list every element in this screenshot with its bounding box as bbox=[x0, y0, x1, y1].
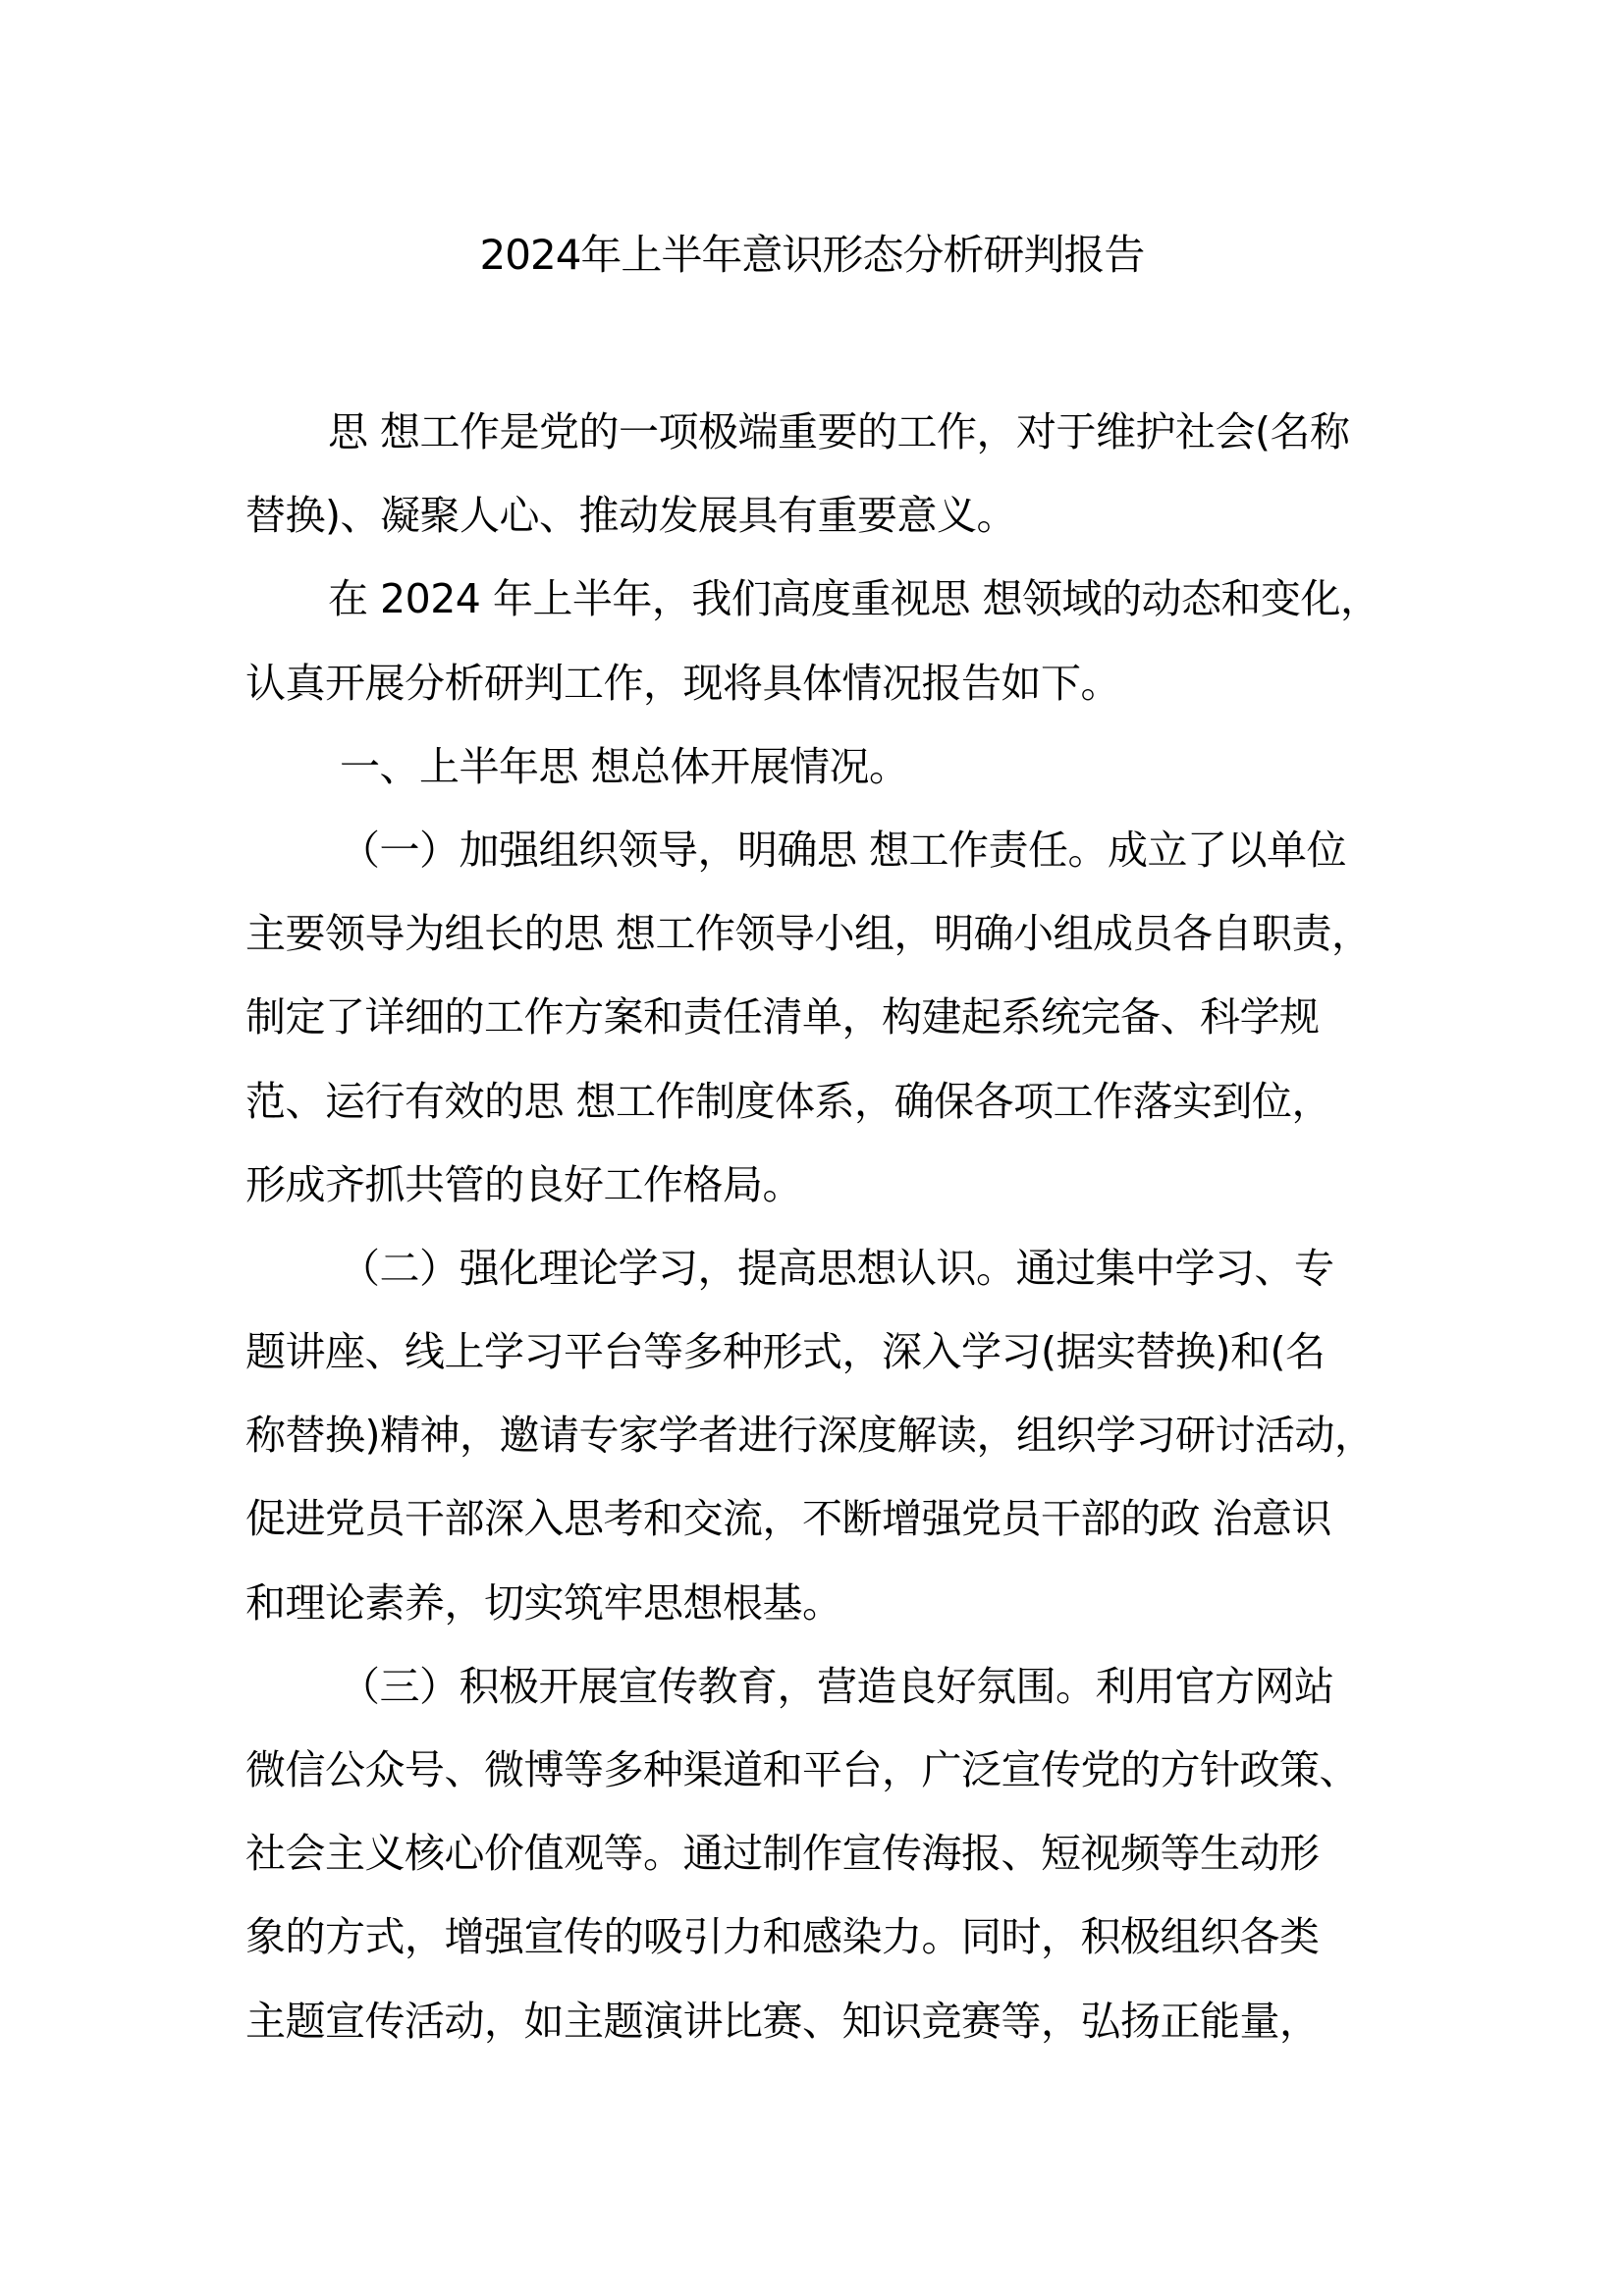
paragraph-overview-line-2: 认真开展分析研判工作，现将具体情况报告如下。 bbox=[245, 659, 1120, 707]
subsection-3-line-4: 象的方式，增强宣传的吸引力和感染力。同时，积极组织各类 bbox=[245, 1913, 1320, 1961]
subsection-3-line-3: 社会主义核心价值观等。通过制作宣传海报、短视频等生动形 bbox=[245, 1830, 1320, 1878]
document-title: 2024年上半年意识形态分析研判报告 bbox=[479, 231, 1145, 279]
subsection-3-line-1: （三）积极开展宣传教育，营造良好氛围。利用官方网站 bbox=[340, 1662, 1334, 1710]
subsection-1-line-4: 范、运行有效的思 想工作制度体系，确保各项工作落实到位， bbox=[245, 1077, 1332, 1125]
subsection-1-line-2: 主要领导为组长的思 想工作领导小组，明确小组成员各自职责， bbox=[245, 910, 1372, 958]
subsection-2-line-5: 和理论素养，切实筑牢思想根基。 bbox=[245, 1578, 842, 1627]
subsection-2-line-3: 称替换)精神，邀请专家学者进行深度解读，组织学习研讨活动， bbox=[245, 1412, 1375, 1460]
subsection-3-line-5: 主题宣传活动，如主题演讲比赛、知识竞赛等，弘扬正能量， bbox=[245, 1997, 1320, 2045]
subsection-2-line-2: 题讲座、线上学习平台等多种形式，深入学习(据实替换)和(名 bbox=[245, 1328, 1326, 1376]
subsection-1-line-1: （一）加强组织领导，明确思 想工作责任。成立了以单位 bbox=[340, 826, 1347, 874]
subsection-2-line-1: （二）强化理论学习，提高思想认识。通过集中学习、专 bbox=[340, 1244, 1334, 1292]
subsection-2-line-4: 促进党员干部深入思考和交流，不断增强党员干部的政 治意识 bbox=[245, 1495, 1332, 1543]
subsection-3-line-2: 微信公众号、微博等多种渠道和平台，广泛宣传党的方针政策、 bbox=[245, 1746, 1359, 1793]
subsection-1-line-5: 形成齐抓共管的良好工作格局。 bbox=[245, 1160, 802, 1208]
subsection-1-line-3: 制定了详细的工作方案和责任清单，构建起系统完备、科学规 bbox=[245, 993, 1320, 1041]
paragraph-intro-line-2: 替换)、凝聚人心、推动发展具有重要意义。 bbox=[245, 492, 1016, 540]
paragraph-overview-line-1: 在 2024 年上半年，我们高度重视思 想领域的动态和变化， bbox=[328, 575, 1380, 623]
paragraph-intro-line-1: 思 想工作是党的一项极端重要的工作，对于维护社会(名称 bbox=[328, 408, 1350, 455]
section-heading-1: 一、上半年思 想总体开展情况。 bbox=[340, 742, 909, 790]
document-body bbox=[245, 404, 1404, 2077]
